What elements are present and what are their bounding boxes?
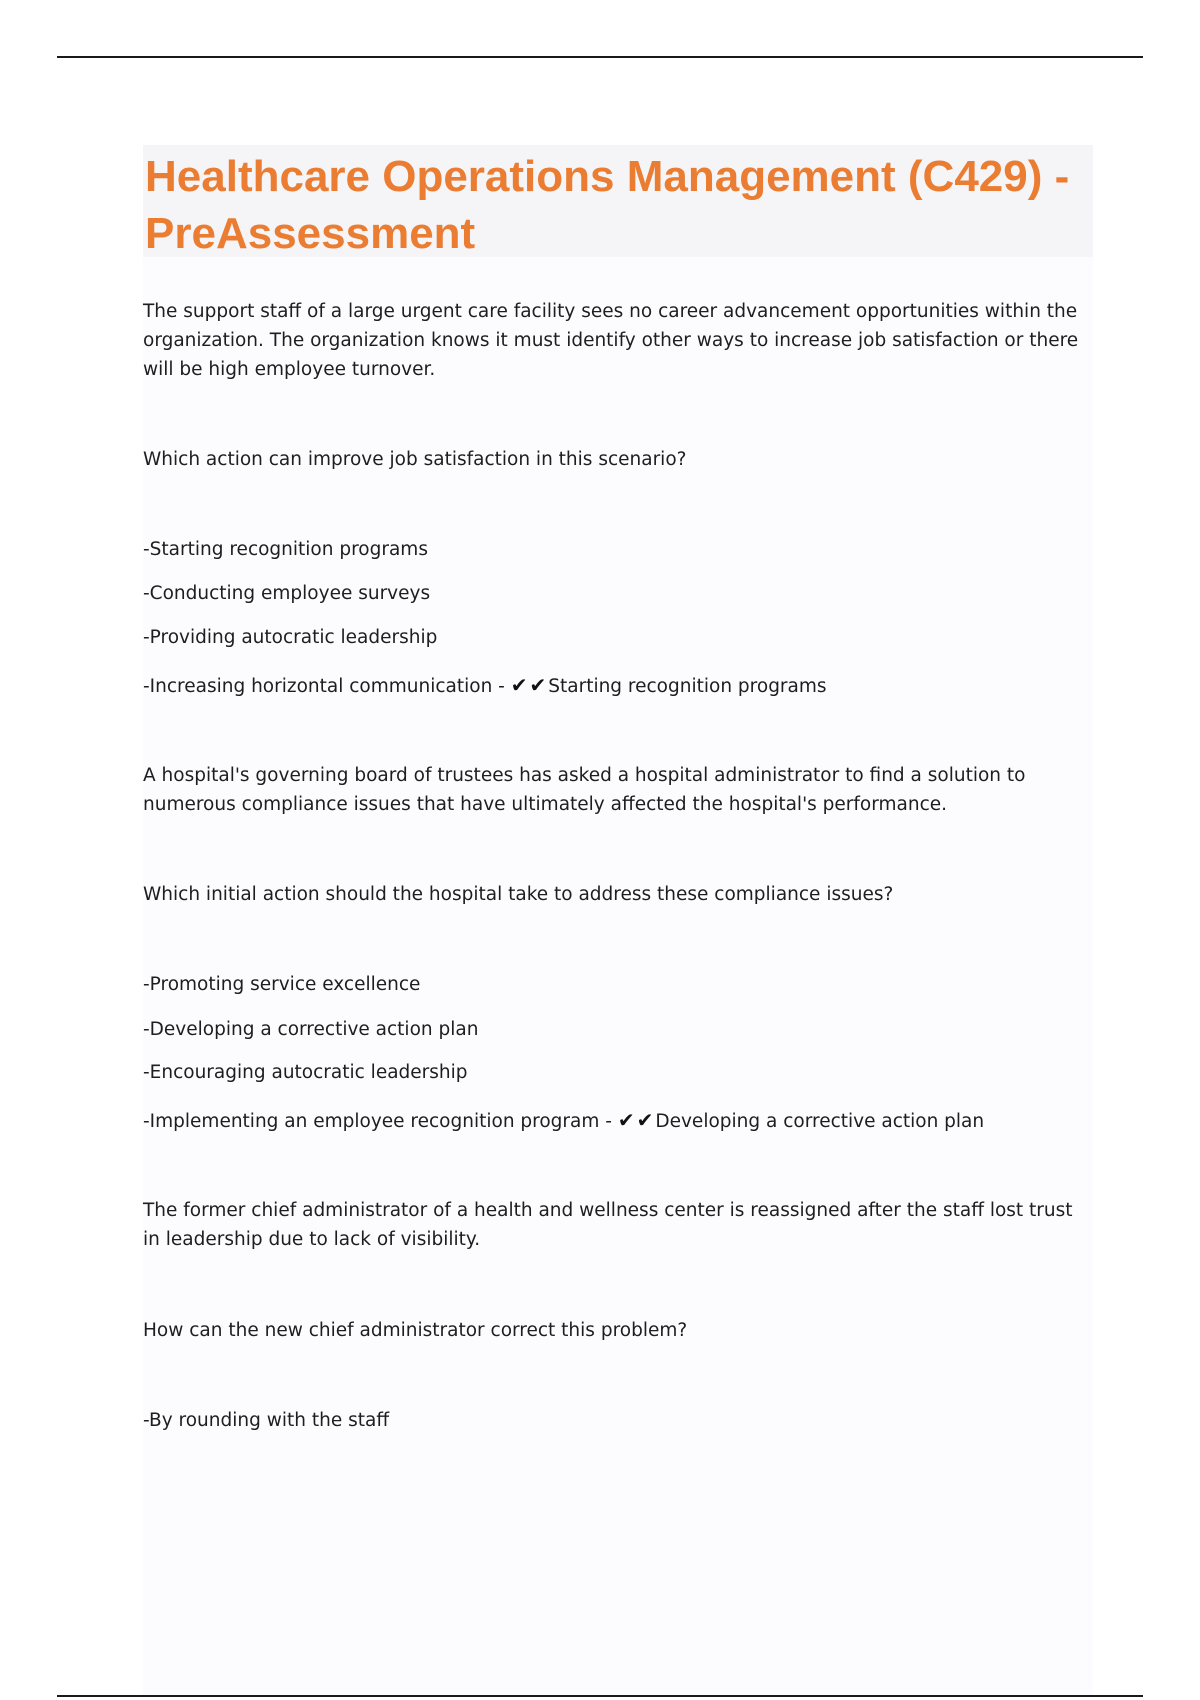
document-body <box>143 297 1093 1433</box>
document-title: Healthcare Operations Management (C429) - PreAssessment <box>145 152 1070 258</box>
question-3-option-1: -By rounding with the staff <box>143 1410 390 1431</box>
question-1-answer: Starting recognition programs <box>548 676 827 697</box>
question-3-prompt: How can the new chief administrator correct this problem? <box>143 1320 688 1341</box>
question-2-scenario: A hospital's governing board of trustees has asked a hospital administrator to find a solution to numerous compliance issues that have ultimately affected the hospital's performance. <box>143 765 1026 815</box>
check-icon: ✔✔ <box>510 673 549 697</box>
question-2-option-4: -Implementing an employee recognition program - <box>143 1111 618 1132</box>
top-rule <box>57 56 1143 58</box>
question-1-option-4: -Increasing horizontal communication - <box>143 676 511 697</box>
question-2-answer: Developing a corrective action plan <box>655 1111 985 1132</box>
question-2-prompt: Which initial action should the hospital take to address these compliance issues? <box>143 884 894 905</box>
question-1-option-1: -Starting recognition programs <box>143 539 428 560</box>
page-content <box>143 145 1093 1695</box>
question-2-option-3: -Encouraging autocratic leadership <box>143 1062 468 1083</box>
question-2-option-2: -Developing a corrective action plan <box>143 1019 479 1040</box>
question-1-option-4-with-answer <box>143 673 1093 699</box>
check-icon: ✔✔ <box>617 1108 656 1132</box>
question-1-scenario: The support staff of a large urgent care facility sees no career advancement opportunities within the organization. The organization knows it must identify other ways to increase job satisfaction or there will be high employee turnover. <box>143 301 1079 380</box>
title-box <box>143 145 1093 257</box>
question-1-prompt: Which action can improve job satisfaction in this scenario? <box>143 449 687 470</box>
question-3-scenario: The former chief administrator of a health and wellness center is reassigned after the staff lost trust in leadership due to lack of visibility. <box>143 1200 1073 1250</box>
question-2-option-4-with-answer <box>143 1108 1093 1134</box>
question-1-option-2: -Conducting employee surveys <box>143 583 431 604</box>
bottom-rule <box>57 1695 1143 1697</box>
question-2-option-1: -Promoting service excellence <box>143 974 421 995</box>
question-1-option-3: -Providing autocratic leadership <box>143 627 438 648</box>
